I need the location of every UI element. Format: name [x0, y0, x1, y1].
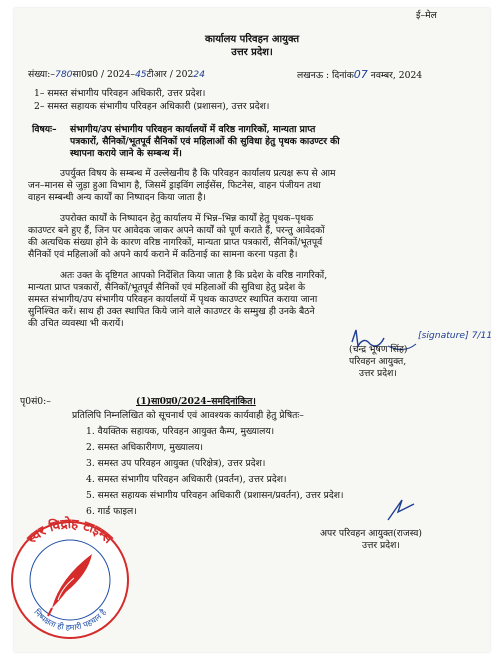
signature-1-date: [signature] 7/11: [418, 330, 493, 341]
para3-line-2: मान्यता प्राप्त पत्रकारों, सैनिकों/भूतपूर्व सैनिकों एवं महिलाओं की सुविधा हेतु प्रदेश के: [28, 282, 306, 293]
date-hand-day: 07: [353, 68, 368, 81]
copy-item-5: 5. समस्त सहायक संभागीय परिवहन अधिकारी (प्रशासन/प्रवर्तन), उत्तर प्रदेश।: [86, 490, 344, 501]
para1-line-1: उपर्युक्त विषय के सम्बन्ध में उल्लेखनीय है कि परिवहन कार्यालय प्रत्यक्ष रूप से आम: [60, 168, 336, 179]
addressee-2: 2– समस्त सहायक संभागीय परिवहन अधिकारी (प्रशासन), उत्तर प्रदेश।: [34, 101, 270, 112]
signature-1-state: उत्तर प्रदेश।: [359, 368, 397, 379]
ref-hand-number: 780: [54, 69, 73, 80]
para3-line-4: सुनिश्चित करें। साथ ही उक्त स्थापित किये जाने वाले काउण्टर के सम्मुख ही उनके बैठने: [28, 306, 315, 317]
subject-line-1: संभागीय/उप संभागीय परिवहन कार्यालयों में वरिष्ठ नागरिकों, मान्यता प्राप्त: [70, 124, 316, 135]
copy-item-2: 2. समस्त अधिकारीगण, मुख्यालय।: [86, 442, 204, 453]
signature-2-scribble: [384, 496, 418, 524]
copy-number: (1)सा0प्र0/2024–समदिनांकित।: [136, 396, 256, 407]
subject-line-3: स्थापना कराये जाने के सम्बन्ध में।: [70, 148, 182, 159]
para2-line-2: काउण्टर बने हुए हैं, जिन पर आवेदक जाकर अपने कार्यों को पूर्ण कराते हैं, परन्तु आवेदकों: [28, 225, 325, 236]
place-date: [297, 69, 422, 82]
signature-2-state: उत्तर प्रदेश।: [362, 540, 400, 551]
subject-label: विषयः–: [32, 124, 57, 135]
copy-item-4: 4. समस्त संभागीय परिवहन अधिकारी (प्रवर्तन), उत्तर प्रदेश।: [86, 474, 287, 485]
logo-bottom-text: निष्पक्षता ही हमारी पहचान है: [32, 607, 108, 633]
para1-line-3: वाहन सम्बन्धी अन्य कार्यों का निष्पादन किया जाता है।: [28, 192, 206, 203]
office-title: कार्यालय परिवहन आयुक्त: [204, 34, 300, 45]
para3-line-1: अतः उक्त के दृष्टिगत आपको निर्देशित किया जाता है कि प्रदेश के वरिष्ठ नागरिकों,: [60, 270, 328, 281]
place-date-label: लखनऊ : दिनांक: [297, 70, 354, 81]
para2-line-3: की अत्यधिक संख्या होने के कारण वरिष्ठ नागरिकों, मान्यता प्राप्त पत्रकारों, सैनिकों/भूतपूर्व: [28, 237, 323, 248]
copy-item-1: 1. वैयक्तिक सहायक, परिवहन आयुक्त कैम्प, मुख्यालय।: [86, 426, 275, 437]
signature-2-designation: अपर परिवहन आयुक्त(राजस्व): [320, 528, 422, 539]
para2-line-4: सैनिकों एवं महिलाओं को अपने कार्य कराने में कठिनाई का सामना करना पड़ता है।: [28, 249, 298, 260]
swar-vidroh-times-logo: [0, 508, 140, 648]
subject-line-2: पत्रकारों, सैनिकों/भूतपूर्व सैनिकों एवं महिलाओं की सुविधा हेतु पृथक काउण्टर की: [70, 136, 340, 147]
email-tag: ई–मेल: [416, 10, 437, 21]
ref-prefix: संख्या:–: [28, 69, 55, 80]
reference-number: [28, 69, 205, 81]
date-suffix: नवम्बर, 2024: [370, 70, 423, 81]
logo-top-text: स्वर विद्रोह टाइम्स: [24, 516, 115, 547]
para3-line-3: समस्त संभागीय/उप संभागीय परिवहन कार्यालयों में पृथक काउण्टर स्थापित कराया जाना: [28, 294, 318, 305]
signature-1-name: (चन्द्र भूषण सिंह): [349, 344, 408, 355]
addressee-1: 1– समस्त संभागीय परिवहन अधिकारी, उत्तर प्रदेश।: [34, 88, 206, 99]
ref-hand-number-2: 45: [134, 69, 147, 80]
para2-line-1: उपरोक्त कार्यों के निष्पादन हेतु कार्यालय में भिन्न–भिन्न कार्यों हेतु पृथक–पृथक: [60, 213, 314, 224]
copy-label: पृ0सं0:–: [20, 396, 51, 407]
signature-1-designation: परिवहन आयुक्त,: [349, 356, 407, 367]
para3-line-5: की उचित व्यवस्था भी करायें।: [28, 318, 124, 329]
ref-mid: सा0प्र0 / 2024–: [72, 69, 135, 80]
para1-line-2: जन–मानस से जुड़ा हुआ विभाग है, जिसमें ड्राइविंग लाईसेंस, फिटनेस, वाहन पंजीयन तथा: [28, 180, 321, 191]
copy-intro: प्रतिलिपि निम्नलिखित को सूचनार्थ एवं आवश्यक कार्यवाही हेतु प्रेषितः–: [72, 410, 304, 421]
ref-hand-year: 24: [193, 69, 205, 80]
office-state: उत्तर प्रदेश।: [231, 47, 273, 58]
copy-item-6: 6. गार्ड फाइल।: [86, 506, 137, 517]
ref-tail: टीआर / 202: [146, 69, 194, 80]
copy-item-3: 3. समस्त उप परिवहन आयुक्त (परिक्षेत्र), उत्तर प्रदेश।: [86, 458, 266, 469]
